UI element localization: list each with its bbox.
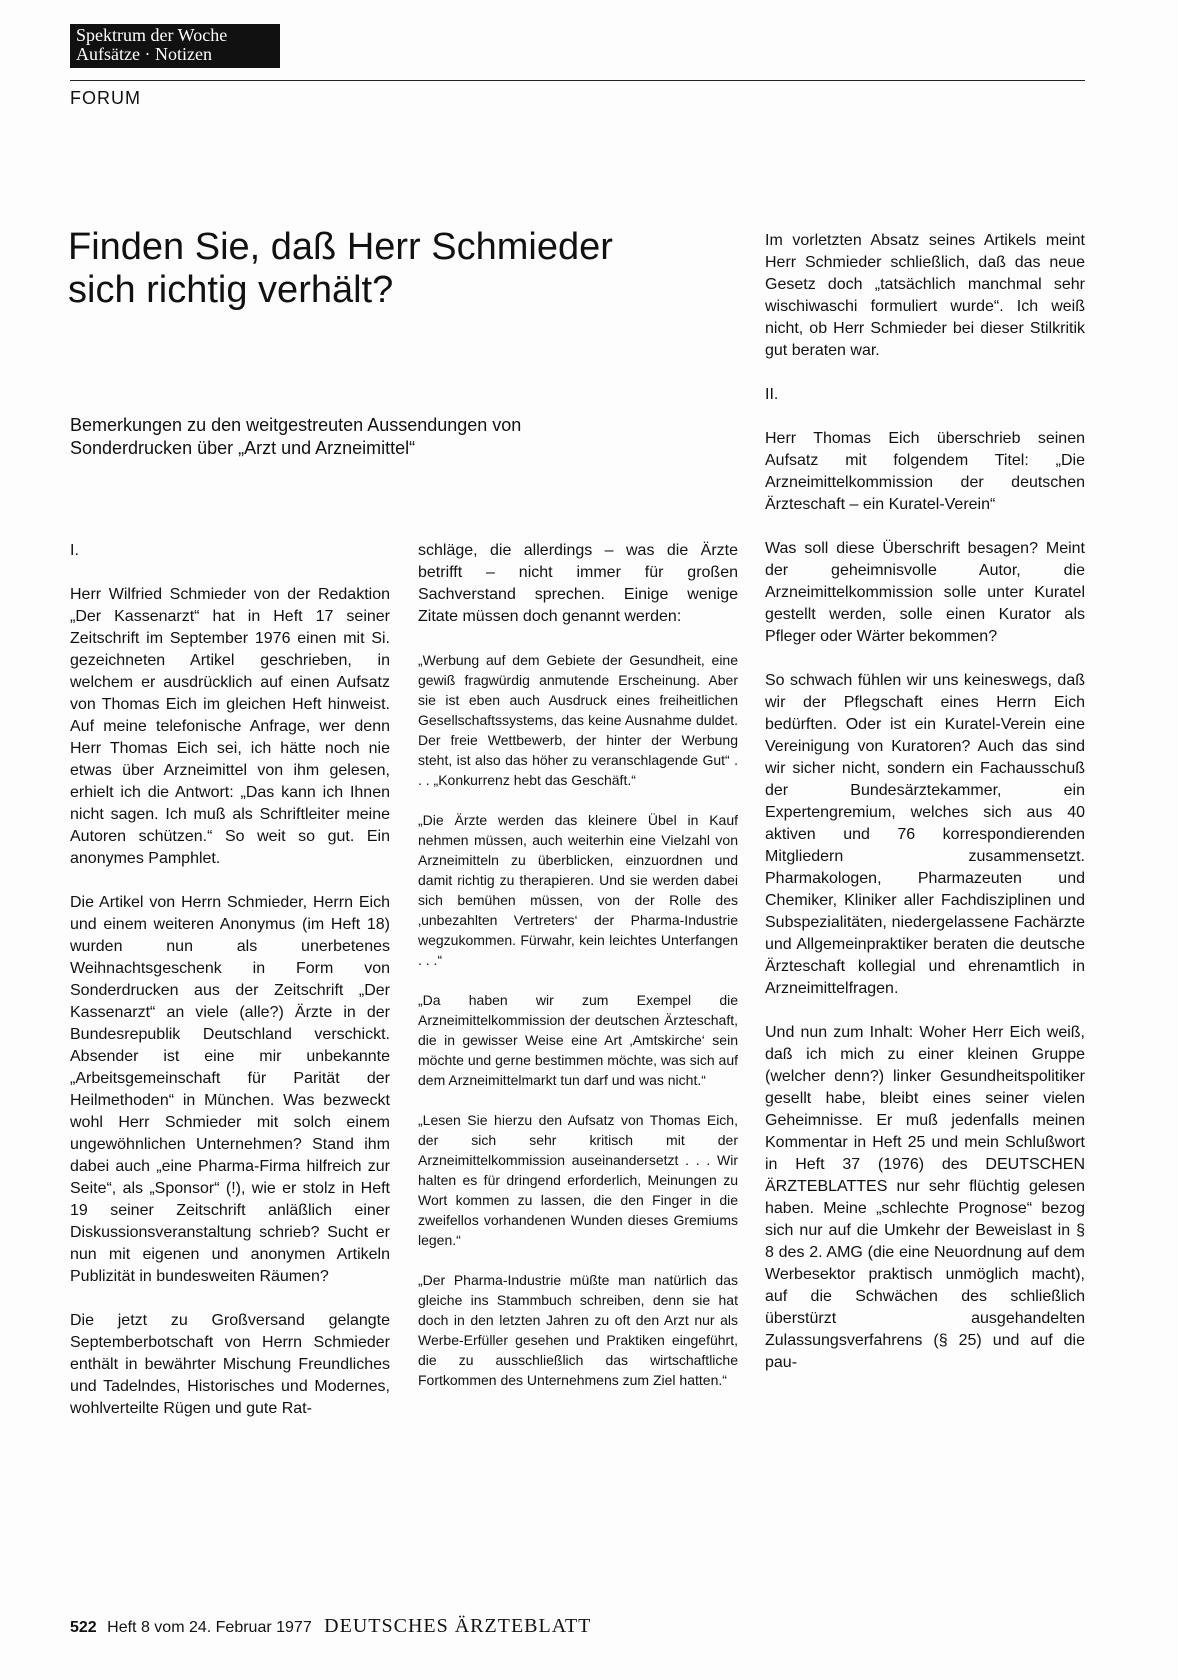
paragraph: Und nun zum Inhalt: Woher Herr Eich weiß, daß ich mich zu einer kleinen Gruppe (welcher denn?) linker Gesundheitspolitiker gesellt habe, bleibt eines seiner vielen Geheimnisse. Er muß jedenfalls meinen Kommentar in Heft 25 und mein Schlußwort in Heft 37 (1976) des DEUTSCHEN ÄRZTEBLATTES nur sehr flüchtig gelesen haben. Meine „schlechte Prognose“ bezog sich nur auf die Umkehr der Beweislast in § 8 des 2. AMG (die eine Neuordnung auf dem Werbesektor praktisch unmöglich macht), auf die Schwächen des schließlich überstürzt ausgehandelten Zulassungsverfahrens (§ 25) und auf die pau-	[765, 1024, 1085, 1371]
paragraph: schläge, die allerdings – was die Ärzte betrifft – nicht immer für großen Sachverstand sprechen. Einige wenige Zitate müssen doch genannt werden:	[418, 542, 738, 625]
quote: „Lesen Sie hierzu den Aufsatz von Thomas Eich, der sich sehr kritisch mit der Arzneimittelkommission auseinandersetzt . . . Wir halten es für dringend erforderlich, Meinungen zu Wort kommen zu lassen, die den Finger in die zweifellos vorhandenen Wunden dieses Gremiums legen.“	[418, 1112, 738, 1248]
column-2	[418, 540, 738, 1410]
page-number: 522	[70, 1619, 97, 1636]
section-label-line2: Aufsätze · Notizen	[76, 44, 212, 64]
journal-name: DEUTSCHES ÄRZTEBLATT	[324, 1615, 592, 1637]
column-1	[70, 540, 390, 1442]
header-rule	[70, 80, 1085, 81]
paragraph: Die jetzt zu Großversand gelangte Septemberbotschaft von Herrn Schmieder enthält in bewährter Mischung Freundliches und Tadelndes, Historisches und Modernes, wohlverteilte Rügen und gute Rat-	[70, 1312, 390, 1417]
paragraph: Herr Wilfried Schmieder von der Redaktion „Der Kassenarzt“ hat in Heft 17 seiner Zeitschrift im September 1976 einen mit Si. gezeichneten Artikel geschrieben, in welchem er ausdrücklich auf einen Aufsatz von Thomas Eich im gleichen Heft hinweist. Auf meine telefonische Anfrage, wer denn Herr Thomas Eich sei, ich hätte noch nie etwas über Arzneimittel von ihm gelesen, erhielt ich die Antwort: „Das kann ich Ihnen nicht sagen. Ich muß als Schriftleiter meine Autoren schützen.“ So weit so gut. Ein anonymes Pamphlet.	[70, 586, 390, 867]
paragraph: Die Artikel von Herrn Schmieder, Herrn Eich und einem weiteren Anonymus (im Heft 18) wurden nun als unerbetenes Weihnachtsgeschenk in Form von Sonderdrucken aus der Zeitschrift „Der Kassenarzt“ an viele (alle?) Ärzte in der Bundesrepublik Deutschland verschickt. Absender ist eine mir unbekannte „Arbeitsgemeinschaft für Parität der Heilmethoden“ in München. Was bezweckt wohl Herr Schmieder mit solch einem ungewöhnlichen Unternehmen? Stand ihm dabei auch „eine Pharma-Firma hilfreich zur Seite“, als „Sponsor“ (!), wie er stolz in Heft 19 seiner Zeitschrift anläßlich einer Diskussionsveranstaltung schrieb? Sucht er nun mit eigenen und anonymen Artikeln Publizität in bundesweiten Räumen?	[70, 894, 390, 1285]
quote: „Die Ärzte werden das kleinere Übel in Kauf nehmen müssen, auch weiterhin eine Vielzahl von Arzneimitteln zu überblicken, einzuordnen und damit richtig zu therapieren. Und sie werden dabei sich bemühen müssen, von der Rolle des ‚unbezahlten Vertreters‘ der Pharma-Industrie wegzukommen. Fürwahr, kein leichtes Unterfangen . . .“	[418, 812, 738, 968]
quote: „Da haben wir zum Exempel die Arzneimittelkommission der deutschen Ärzteschaft, die in gewisser Weise eine Art ‚Amtskirche‘ sein möchte und gerne bestimmen möchte, was sich auf dem Arzneimittelmarkt tun darf und was nicht.“	[418, 992, 738, 1088]
quote: „Der Pharma-Industrie müßte man natürlich das gleiche ins Stammbuch schreiben, denn sie hat doch in den letzten Jahren zu oft den Arzt nur als Werbe-Erfüller gesehen und Praktiken eingeführt, die zu ausschließlich das wirtschaftliche Fortkommen des Unternehmens zum Ziel hatten.“	[418, 1272, 738, 1388]
paragraph: Im vorletzten Absatz seines Artikels meint Herr Schmieder schließlich, daß das neue Gesetz doch „tatsächlich manchmal sehr wischiwaschi formuliert wurde“. Ich weiß nicht, ob Herr Schmieder bei dieser Stilkritik gut beraten war.	[765, 232, 1085, 359]
section-label-line1: Spektrum der Woche	[76, 25, 228, 45]
category-label: FORUM	[70, 88, 141, 108]
paragraph: Herr Thomas Eich überschrieb seinen Aufsatz mit folgendem Titel: „Die Arzneimittelkommission der deutschen Ärzteschaft – ein Kuratel-Verein“	[765, 430, 1085, 513]
issue-info: Heft 8 vom 24. Februar 1977	[107, 1619, 312, 1636]
quote: „Werbung auf dem Gebiete der Gesundheit, eine gewiß fragwürdig anmutende Erscheinung. Aber sie ist eben auch Ausdruck eines freiheitlichen Gesellschaftssystems, das keine Ausnahme duldet. Der freie Wettbewerb, der hinter der Werbung steht, ist also das höher zu veranschlagende Gut“ . . . „Konkurrenz hebt das Geschäft.“	[418, 652, 738, 788]
article-subtitle: Bemerkungen zu den weitgestreuten Aussendungen von Sonderdrucken über „Arzt und Arzneimittel“	[70, 415, 522, 458]
section-number: I.	[70, 542, 79, 559]
column-3	[765, 230, 1085, 1396]
article-title: Finden Sie, daß Herr Schmieder sich richtig verhält?	[68, 226, 613, 311]
page-footer	[70, 1615, 591, 1638]
paragraph: Was soll diese Überschrift besagen? Meint der geheimnisvolle Autor, die Arzneimittelkommission solle unter Kuratel gestellt werden, solle einen Kurator als Pfleger oder Wärter bekommen?	[765, 540, 1085, 645]
section-label	[70, 24, 280, 68]
paragraph: So schwach fühlen wir uns keineswegs, daß wir der Pflegschaft eines Herrn Eich bedürften. Oder ist ein Kuratel-Verein eine Vereinigung von Kuratoren? Auch das sind wir sicher nicht, sondern ein Fachausschuß der Bundesärztekammer, ein Expertengremium, welches sich aus 40 aktiven und 76 korrespondierenden Mitgliedern zusammensetzt. Pharmakologen, Pharmazeuten und Chemiker, Kliniker aller Fachdisziplinen und Subspezialitäten, niedergelassene Fachärzte und Allgemeinpraktiker beraten die deutsche Ärzteschaft kollegial und ehrenamtlich in Arzneimittelfragen.	[765, 672, 1085, 997]
section-number: II.	[765, 386, 779, 403]
